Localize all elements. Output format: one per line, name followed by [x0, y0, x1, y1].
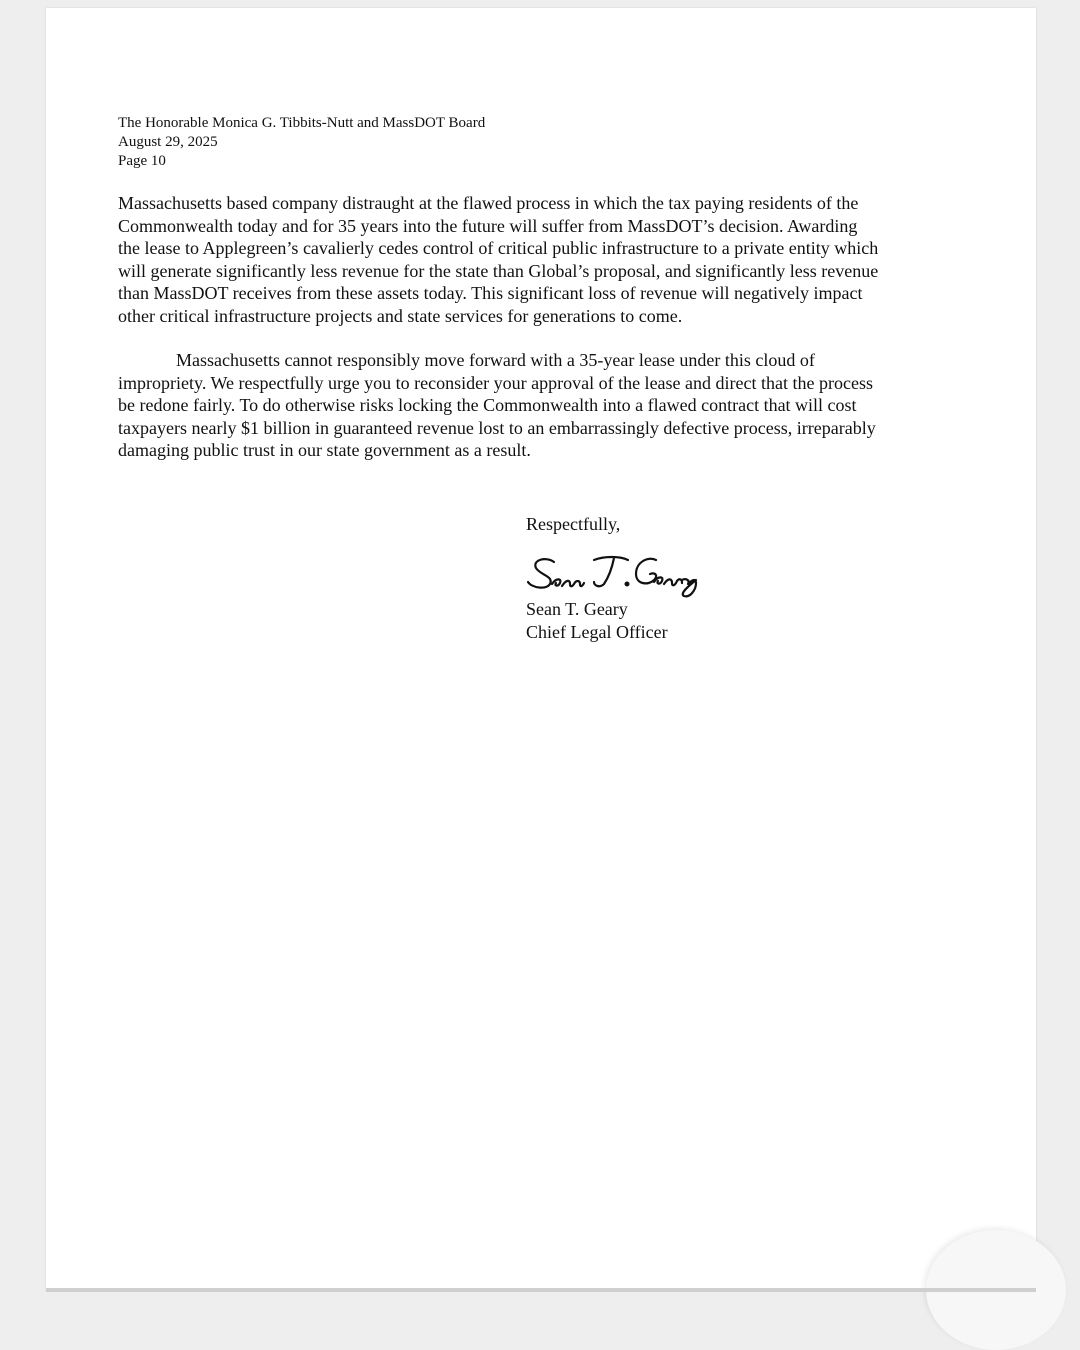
signer-name: Sean T. Geary [526, 599, 628, 619]
paragraph-2 [118, 349, 946, 462]
handwritten-signature [524, 550, 714, 602]
paragraph-1-line: Massachusetts based company distraught at the flawed process in which the tax paying residents of the [118, 193, 859, 213]
document-page [46, 8, 1036, 1290]
letter-header [118, 114, 485, 171]
paragraph-1-line: than MassDOT receives from these assets today. This significant loss of revenue will negatively impact [118, 283, 863, 303]
paragraph-2-first-line [118, 349, 946, 372]
paragraph-2-line: taxpayers nearly $1 billion in guaranteed revenue lost to an embarrassingly defective process, irreparably [118, 417, 876, 438]
paragraph-2-line: damaging public trust in our state government as a result. [118, 440, 531, 460]
paragraph-1-line: Commonwealth today and for 35 years into the future will suffer from MassDOT’s decision. Awarding [118, 215, 858, 236]
paragraph-2-line: impropriety. We respectfully urge you to reconsider your approval of the lease and direct that the process [118, 372, 873, 393]
paragraph-1 [118, 192, 946, 327]
paragraph-1-line: will generate significantly less revenue for the state than Global’s proposal, and significantly less revenue [118, 260, 879, 281]
page-number: Page 10 [118, 153, 166, 169]
paragraph-2-line: Massachusetts cannot responsibly move forward with a 35-year lease under this cloud of [176, 350, 815, 370]
recipient-line: The Honorable Monica G. Tibbits-Nutt and MassDOT Board [118, 115, 486, 131]
paragraph-1-line: other critical infrastructure projects and state services for generations to come. [118, 305, 683, 326]
page-bottom-edge [46, 1288, 1036, 1292]
closing-salutation: Respectfully, [526, 514, 621, 534]
signer-title: Chief Legal Officer [526, 621, 668, 642]
date-line: August 29, 2025 [118, 134, 218, 150]
paragraph-2-line: be redone fairly. To do otherwise risks locking the Commonwealth into a flawed contract that will cost [118, 395, 857, 415]
paragraph-1-line: the lease to Applegreen’s cavalierly cedes control of critical public infrastructure to a private entity which [118, 238, 879, 258]
